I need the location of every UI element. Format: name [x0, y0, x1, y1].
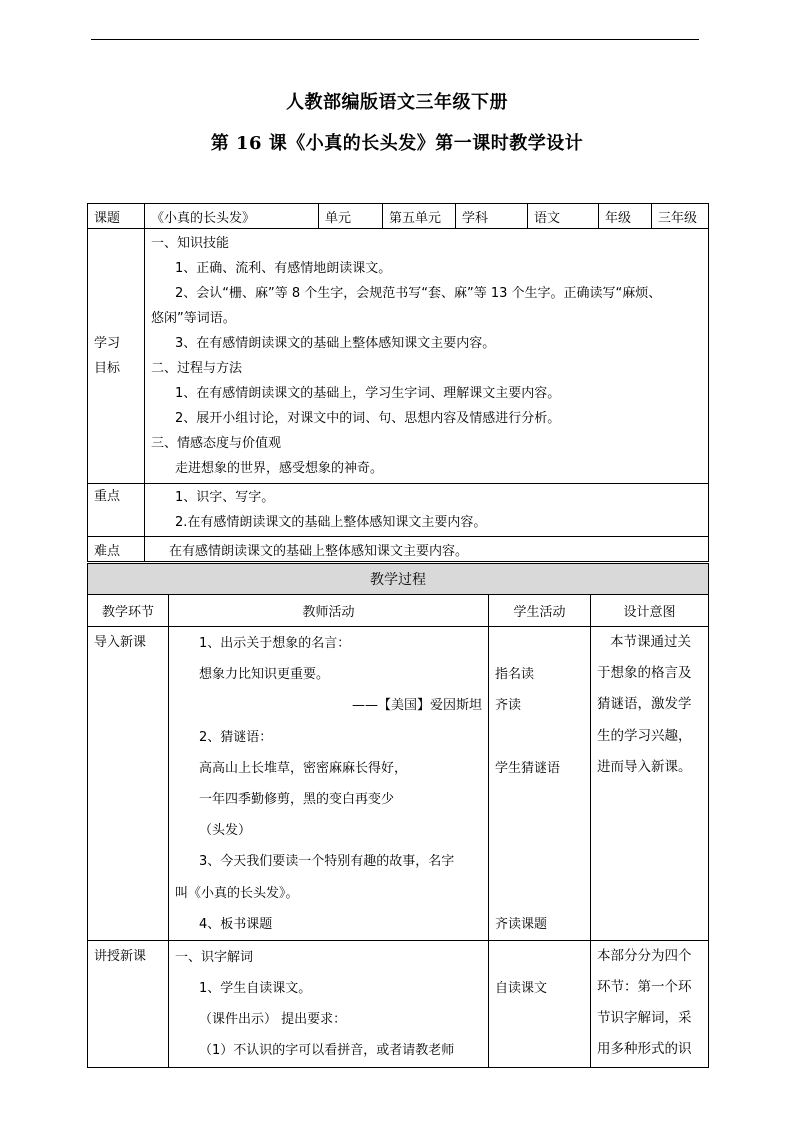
- table-row: [88, 537, 709, 562]
- objective-line: 1、在有感情朗读课文的基础上，学习生字词、理解课文主要内容。: [175, 386, 561, 401]
- student-line: 齐读: [495, 698, 522, 714]
- teacher-line: （1）不认识的字可以看拼音，或者请教老师: [199, 1043, 455, 1059]
- student-line: 学生猜谜语: [495, 760, 561, 776]
- col-teacher: 教师活动: [169, 595, 489, 627]
- key-points-label: 重点: [88, 484, 145, 537]
- intro-intent: 本节课通过关于想象的格言及猜谜语，激发学生的学习兴趣，进而导入新课。: [591, 627, 709, 941]
- student-line: [495, 846, 590, 877]
- teacher-line: 1、出示关于想象的名言：: [199, 636, 351, 651]
- objective-line: 走进想象的世界，感受想象的神奇。: [175, 461, 384, 476]
- col-intent: 设计意图: [591, 595, 709, 627]
- doc-subtitle: 第 16 课《小真的长头发》第一课时教学设计: [210, 133, 584, 154]
- objectives-content: [145, 229, 709, 484]
- grade-label: 年级: [599, 204, 652, 229]
- objectives-label-line: 目标: [94, 361, 121, 376]
- table-row: [88, 564, 709, 595]
- teacher-line: （头发）: [199, 823, 252, 839]
- grade-value: 三年级: [652, 204, 709, 229]
- subject-value: 语文: [528, 204, 599, 229]
- student-line: [495, 784, 590, 815]
- objective-line: 二、过程与方法: [151, 361, 243, 376]
- doc-title: 人教部编版语文三年级下册: [286, 92, 508, 113]
- unit-label: 单元: [319, 204, 383, 229]
- teacher-line: 2、猜谜语：: [199, 729, 273, 745]
- header-rule: [91, 39, 699, 40]
- difficulty-content: 在有感情朗读课文的基础上整体感知课文主要内容。: [145, 537, 709, 562]
- topic-value: 《小真的长头发》: [145, 204, 319, 229]
- key-points-content: [145, 484, 709, 537]
- table-row: [88, 204, 709, 229]
- teach-teacher: [169, 940, 489, 1067]
- table-row: [88, 484, 709, 537]
- process-header: 教学过程: [88, 564, 709, 595]
- process-table: [87, 563, 709, 1068]
- key-point-line: 1、识字、写字。: [175, 490, 275, 505]
- objective-line: 悠闲”等词语。: [151, 311, 236, 326]
- student-line: 指名读: [495, 667, 535, 683]
- unit-value: 第五单元: [383, 204, 456, 229]
- objective-line: 2、展开小组讨论，对课文中的词、句、思想内容及情感进行分析。: [175, 411, 561, 426]
- key-point-line: 2.在有感情朗读课文的基础上整体感知课文主要内容。: [175, 515, 487, 530]
- teacher-line: 高高山上长堆草，密密麻麻长得好，: [199, 760, 408, 776]
- difficulty-label: 难点: [88, 537, 145, 562]
- teach-intent: 本部分分为四个环节：第一个环节识字解词，采用多种形式的识: [591, 940, 709, 1067]
- table-row: [88, 940, 709, 1067]
- table-row: [88, 627, 709, 941]
- teacher-line: 叫《小真的长头发》。: [175, 885, 299, 901]
- teacher-line: 想象力比知识更重要。: [199, 667, 330, 683]
- teacher-line: 4、板书课题: [199, 916, 273, 932]
- objectives-label: [88, 229, 145, 484]
- topic-label: 课题: [88, 204, 145, 229]
- student-line: 齐读课题: [495, 916, 548, 932]
- student-line: [495, 878, 590, 909]
- intro-teacher: [169, 627, 489, 941]
- objective-line: 2、会认“栅、麻”等 8 个生字，会规范书写“套、麻”等 13 个生字。正确读写“麻烦、: [175, 286, 662, 301]
- table-row: [88, 229, 709, 484]
- subject-label: 学科: [456, 204, 528, 229]
- objectives-label-line: 学习: [94, 336, 121, 351]
- student-line: [495, 628, 590, 659]
- teach-student: [489, 940, 591, 1067]
- teacher-line: （课件出示） 提出要求：: [199, 1012, 347, 1028]
- teacher-line: 3、今天我们要读一个特别有趣的故事，名字: [199, 854, 455, 870]
- objective-line: 3、在有感情朗读课文的基础上整体感知课文主要内容。: [175, 336, 496, 351]
- student-line: [495, 722, 590, 753]
- student-line: 自读课文: [495, 981, 548, 997]
- objective-line: 1、正确、流利、有感情地朗读课文。: [175, 261, 392, 276]
- objective-line: 三、情感态度与价值观: [151, 436, 282, 451]
- teacher-line: 一年四季勤修剪，黑的变白再变少: [199, 791, 395, 807]
- table-row: [88, 595, 709, 627]
- teacher-line: 1、学生自读课文。: [199, 981, 312, 997]
- intro-stage: 导入新课: [88, 627, 169, 941]
- intro-student: [489, 627, 591, 941]
- teacher-line: 一、识字解词: [175, 949, 254, 965]
- teach-stage: 讲授新课: [88, 940, 169, 1067]
- lesson-info-table: [87, 203, 709, 562]
- col-student: 学生活动: [489, 595, 591, 627]
- col-stage: 教学环节: [88, 595, 169, 627]
- student-line: [495, 1035, 590, 1066]
- student-line: [495, 942, 590, 973]
- teacher-line: ——【美国】爱因斯坦: [351, 698, 482, 714]
- student-line: [495, 815, 590, 846]
- student-line: [495, 1004, 590, 1035]
- objective-line: 一、知识技能: [151, 236, 230, 251]
